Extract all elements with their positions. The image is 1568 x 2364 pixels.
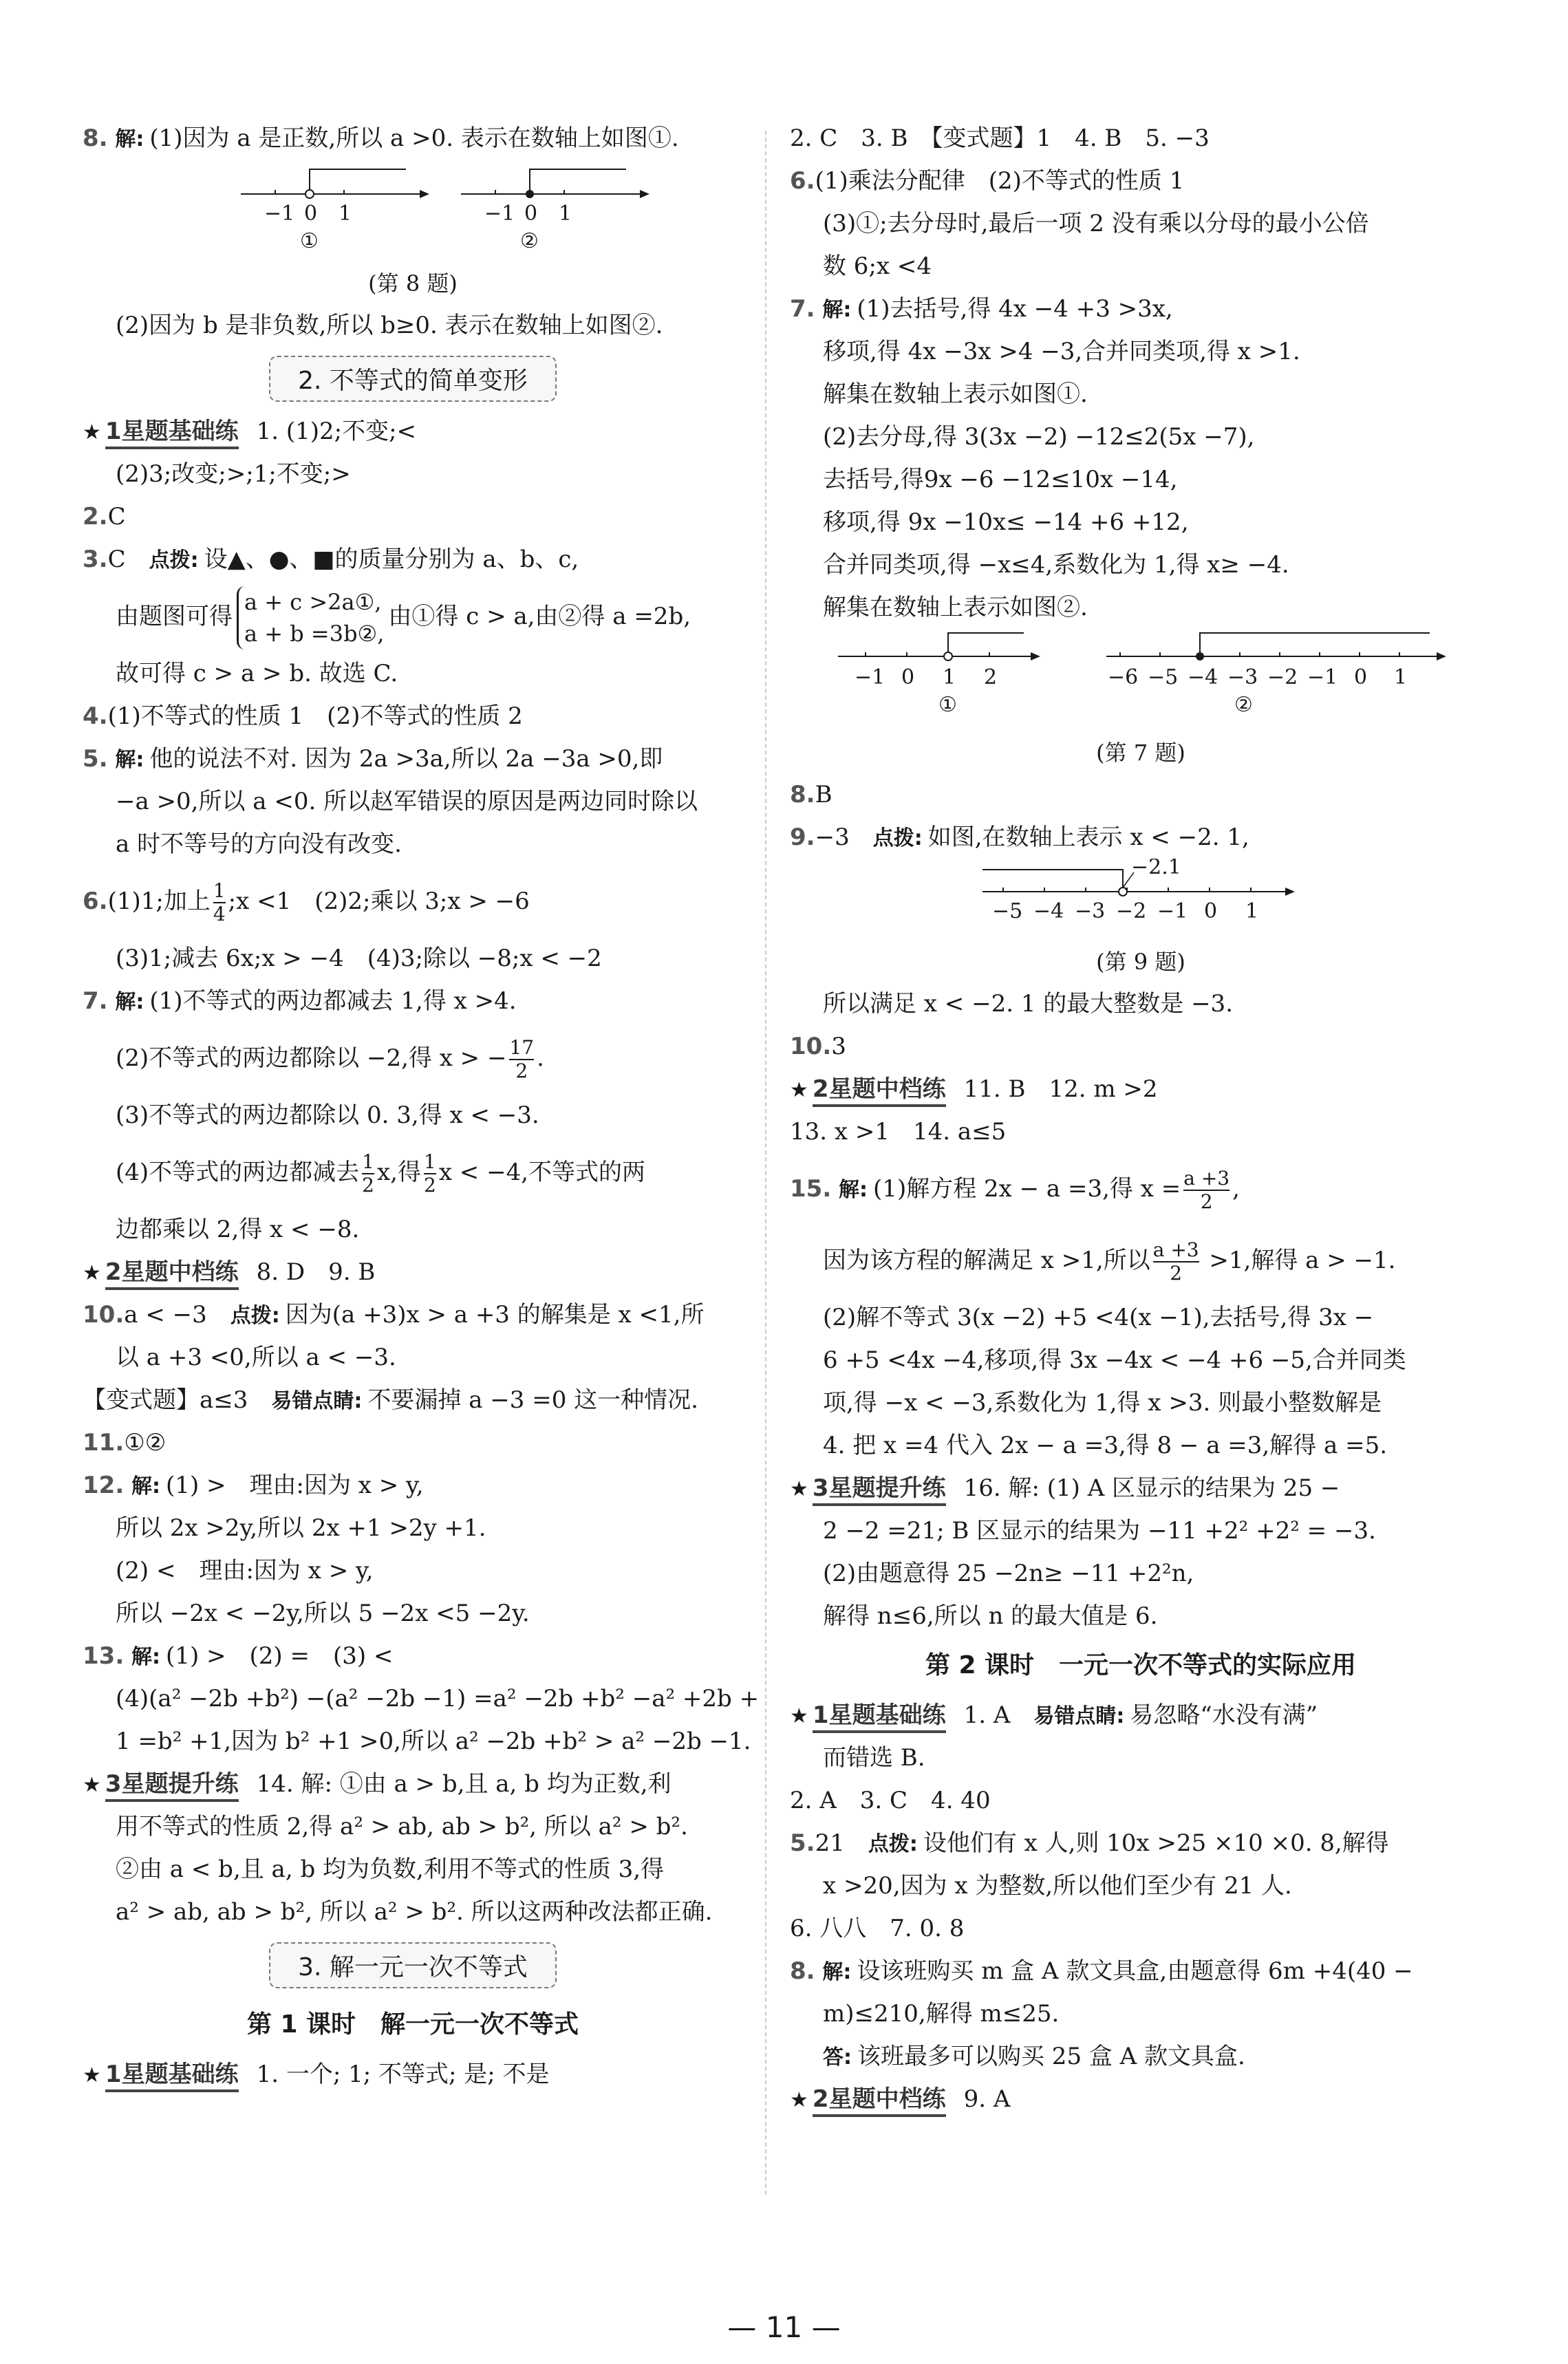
fraction: $\frac{a +3}{2}$ [1183, 1167, 1230, 1213]
level-row: ★ 1星题基础练 1. (1)2;不变;< [83, 410, 743, 453]
answer-line: 6.(1)1;加上 $\frac{1}{4}$ ;x <1 (2)2;乘以 3;x > −6 [83, 879, 530, 925]
star-icon: ★ [83, 1261, 101, 1285]
lesson-title: 第 2 课时 一元一次不等式的实际应用 [925, 1651, 1357, 1679]
figure-mark: ② [520, 229, 539, 253]
tick-label: −1 [855, 665, 885, 689]
page-number: — 11 — [727, 2310, 841, 2344]
answer-line: 数 6;x <4 [823, 252, 932, 280]
figure-8 [83, 160, 743, 263]
tick-label: −1 [1157, 899, 1188, 923]
tick-label: 0 [304, 202, 318, 226]
lesson-title: 第 1 课时 解一元一次不等式 [246, 2010, 579, 2039]
answer-line: 15. 解: (1)解方程 2x − a =3,得 x = $\frac{a +3}{2}$ , [790, 1167, 1240, 1213]
answer-line: 12. 解: (1) > 理由:因为 x > y, [83, 1472, 424, 1499]
left-column [83, 117, 760, 2096]
number-line-b [1099, 629, 1457, 732]
section-heading: 2. 不等式的简单变形 [83, 347, 743, 410]
answer-line: 10.3 [790, 1033, 846, 1060]
answer-line: 而错选 B. [823, 1744, 925, 1772]
level-row: ★ 1星题基础练 1. A 易错点睛: 易忽略“水没有满” [790, 1694, 1492, 1737]
answer-line: 13. x >1 14. a≤5 [790, 1118, 1007, 1146]
answer-line: a² > ab, ab > b², 所以 a² > b². 所以这两种改法都正确. [116, 1898, 713, 1926]
answer-line: 9.−3 点拨: 如图,在数轴上表示 x < −2. 1, [790, 824, 1249, 851]
figure-mark: ① [938, 693, 957, 717]
level-row: ★ 1星题基础练 1. 一个; 1; 不等式; 是; 不是 [83, 2053, 743, 2096]
section-heading: 3. 解一元一次不等式 [83, 1933, 743, 1997]
tick-label: 1 [1394, 665, 1408, 689]
fraction: $\frac{1}{2}$ [423, 1150, 436, 1196]
figure-mark: ② [1234, 693, 1253, 717]
tick-label: 1 [1245, 899, 1259, 923]
answer-line: 去括号,得9x −6 −12≤10x −14, [823, 466, 1178, 493]
answer-line: 13. 解: (1) > (2) = (3) < [83, 1642, 394, 1670]
tick-label: 1 [559, 202, 572, 226]
tick-label: −1 [1307, 665, 1338, 689]
answer-line: 11.①② [83, 1429, 167, 1457]
point-label: −2.1 [1131, 859, 1181, 879]
answer-line: 6.(1)乘法分配律 (2)不等式的性质 1 [790, 167, 1185, 195]
answer-line: a 时不等号的方向没有改变. [116, 830, 402, 858]
answer-line: 所以满足 x < −2. 1 的最大整数是 −3. [823, 990, 1233, 1018]
answer-line: 解得 n≤6,所以 n 的最大值是 6. [823, 1602, 1158, 1630]
star-icon: ★ [790, 1078, 808, 1102]
equation-system: a + c >2a①, a + b =3b②, [237, 586, 384, 649]
answer-line: x >20,因为 x 为整数,所以他们至少有 21 人. [823, 1872, 1292, 1900]
tick-label: −4 [1033, 899, 1064, 923]
tick-label: −4 [1188, 665, 1218, 689]
answer-line: (2)因为 b 是非负数,所以 b≥0. 表示在数轴上如图②. [116, 312, 663, 339]
tick-label: −2 [1267, 665, 1298, 689]
answer-line: 2 −2 =21; B 区显示的结果为 −11 +2² +2² = −3. [823, 1517, 1376, 1545]
answer-line: 1 =b² +1,因为 b² +1 >0,所以 a² −2b +b² > a² −2b −1. [116, 1728, 751, 1755]
tick-label: −1 [484, 202, 515, 226]
number-line-a [234, 160, 440, 263]
answer-line: 8. 解: (1)因为 a 是正数,所以 a >0. 表示在数轴上如图①. [83, 125, 679, 152]
answer-line: 合并同类项,得 −x≤4,系数化为 1,得 x≥ −4. [823, 551, 1289, 579]
answer-line: 8.B [790, 781, 833, 808]
tick-label: −3 [1227, 665, 1258, 689]
answer-line: 7. 解: (1)去括号,得 4x −4 +3 >3x, [790, 295, 1173, 323]
tick-label: 0 [524, 202, 538, 226]
answer-line: 边都乘以 2,得 x < −8. [116, 1216, 360, 1243]
fraction: $\frac{1}{4}$ [213, 879, 226, 925]
tick-label: −3 [1075, 899, 1106, 923]
figure-caption: (第 7 题) [1096, 740, 1185, 766]
tick-label: −5 [992, 899, 1023, 923]
answer-line: (4)(a² −2b +b²) −(a² −2b −1) =a² −2b +b² −a² +2b + [116, 1685, 760, 1712]
tick-label: −1 [264, 202, 295, 226]
answer-line: 10.a < −3 点拨: 因为(a +3)x > a +3 的解集是 x <1,所 [83, 1301, 705, 1329]
fraction: $\frac{17}{2}$ [509, 1036, 535, 1082]
answer-line: (2)由题意得 25 −2n≥ −11 +2²n, [823, 1560, 1194, 1587]
answer-line: 3.C 点拨: 设▲、●、■的质量分别为 a、b、c, [83, 546, 579, 573]
number-line-b [454, 160, 661, 263]
answer-line: 项,得 −x < −3,系数化为 1,得 x >3. 则最小整数解是 [823, 1389, 1382, 1417]
star-icon: ★ [83, 420, 101, 444]
answer-line: 【变式题】a≤3 易错点睛: 不要漏掉 a −3 =0 这一种情况. [83, 1386, 698, 1414]
answer-line: 解集在数轴上表示如图①. [823, 380, 1088, 408]
star-icon: ★ [83, 2063, 101, 2087]
answer-line: 2. A 3. C 4. 40 [790, 1787, 991, 1814]
answer-line: 7. 解: (1)不等式的两边都减去 1,得 x >4. [83, 987, 517, 1015]
answer-line: ②由 a < b,且 a, b 均为负数,利用不等式的性质 3,得 [116, 1856, 665, 1883]
answer-line: 5. 解: 他的说法不对. 因为 2a >3a,所以 2a −3a >0,即 [83, 745, 663, 773]
answer-line: (3)1;减去 6x;x > −4 (4)3;除以 −8;x < −2 [116, 945, 602, 972]
tick-label: −2 [1116, 899, 1147, 923]
answer-line: 所以 2x >2y,所以 2x +1 >2y +1. [116, 1514, 486, 1542]
answer-line: (4)不等式的两边都减去 $\frac{1}{2}$ x,得 $\frac{1}{2}$ x < −4,不等式的两 [116, 1150, 646, 1196]
level-row: ★ 2星题中档练 8. D 9. B [83, 1251, 743, 1293]
tick-label: −6 [1108, 665, 1139, 689]
tick-label: 0 [1354, 665, 1368, 689]
level-row: ★ 2星题中档练 11. B 12. m >2 [790, 1068, 1492, 1110]
answer-line: (3)①;去分母时,最后一项 2 没有乘以分母的最小公倍 [823, 210, 1369, 237]
answer-line: 因为该方程的解满足 x >1,所以 $\frac{a +3}{2}$ >1,解得 a > −1. [823, 1238, 1396, 1285]
answer-line: m)≤210,解得 m≤25. [823, 2000, 1060, 2028]
figure-caption: (第 8 题) [368, 270, 458, 297]
answer-line: (3)不等式的两边都除以 0. 3,得 x < −3. [116, 1102, 539, 1129]
answer-line: 移项,得 9x −10x≤ −14 +6 +12, [823, 508, 1189, 536]
column-divider [765, 131, 766, 2195]
answer-line: 移项,得 4x −3x >4 −3,合并同类项,得 x >1. [823, 338, 1300, 365]
answer-line: 4. 把 x =4 代入 2x − a =3,得 8 − a =3,解得 a =5. [823, 1432, 1388, 1459]
star-icon: ★ [790, 1477, 808, 1501]
level-row: ★ 2星题中档练 9. A [790, 2078, 1492, 2120]
answer-line: 解集在数轴上表示如图②. [823, 594, 1088, 621]
answer-line: (2)解不等式 3(x −2) +5 <4(x −1),去括号,得 3x − [823, 1304, 1374, 1331]
answer-line: 故可得 c > a > b. 故选 C. [116, 660, 398, 687]
answer-line: (2) < 理由:因为 x > y, [116, 1557, 374, 1584]
tick-label: 1 [339, 202, 352, 226]
level-row: ★ 3星题提升练 16. 解: (1) A 区显示的结果为 25 − [790, 1467, 1492, 1509]
answer-line: 以 a +3 <0,所以 a < −3. [116, 1344, 396, 1371]
figure-mark: ① [300, 229, 319, 253]
answer-line: 由题图可得 a + c >2a①, a + b =3b②, 由①得 c > a,由②得 a =2b, [83, 581, 743, 652]
number-line [976, 859, 1306, 941]
tick-label: −5 [1148, 665, 1179, 689]
answer-line: (2)去分母,得 3(3x −2) −12≤2(5x −7), [823, 423, 1255, 451]
figure-7 [790, 629, 1492, 732]
right-column [790, 117, 1492, 2120]
answer-line: 4.(1)不等式的性质 1 (2)不等式的性质 2 [83, 702, 523, 730]
level-row: ★ 3星题提升练 14. 解: ①由 a > b,且 a, b 均为正数,利 [83, 1763, 743, 1805]
answer-line: 5.21 点拨: 设他们有 x 人,则 10x >25 ×10 ×0. 8,解得 [790, 1829, 1389, 1857]
tick-label: 0 [1204, 899, 1218, 923]
figure-9 [790, 859, 1492, 941]
number-line-a [831, 629, 1065, 732]
answer-line: −a >0,所以 a <0. 所以赵军错误的原因是两边同时除以 [116, 788, 698, 815]
answer-line: 8. 解: 设该班购买 m 盒 A 款文具盒,由题意得 6m +4(40 − [790, 1957, 1413, 1985]
tick-label: 1 [943, 665, 956, 689]
star-icon: ★ [790, 2088, 808, 2112]
tick-label: 2 [984, 665, 998, 689]
answer-line: (2)不等式的两边都除以 −2,得 x > − $\frac{17}{2}$ . [116, 1036, 544, 1082]
answer-line: 2. C 3. B 【变式题】1 4. B 5. −3 [790, 125, 1210, 152]
tick-label: 0 [901, 665, 915, 689]
answer-line: 答: 该班最多可以购买 25 盒 A 款文具盒. [823, 2043, 1245, 2070]
answer-line: 6. 八八 7. 0. 8 [790, 1915, 965, 1942]
figure-caption: (第 9 题) [1096, 949, 1185, 975]
answer-line: 2.C [83, 503, 126, 530]
answer-line: 6 +5 <4x −4,移项,得 3x −4x < −4 +6 −5,合并同类 [823, 1346, 1406, 1374]
answer-line: 所以 −2x < −2y,所以 5 −2x <5 −2y. [116, 1600, 530, 1627]
answer-line: 用不等式的性质 2,得 a² > ab, ab > b², 所以 a² > b². [116, 1813, 688, 1840]
star-icon: ★ [790, 1704, 808, 1728]
fraction: $\frac{1}{2}$ [362, 1150, 374, 1196]
answer-line: (2)3;改变;>;1;不变;> [116, 460, 351, 488]
star-icon: ★ [83, 1773, 101, 1797]
fraction: $\frac{a +3}{2}$ [1152, 1238, 1199, 1285]
